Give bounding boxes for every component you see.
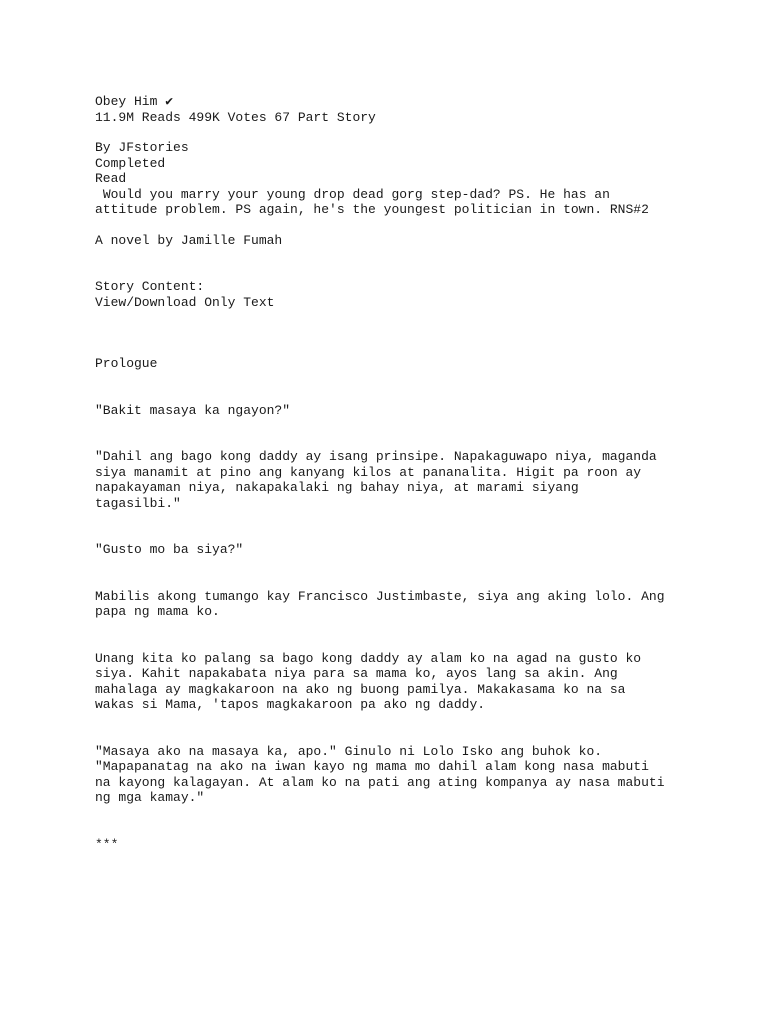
paragraph: "Gusto mo ba siya?" (95, 542, 244, 557)
download-text-link[interactable]: View/Download Only Text (95, 294, 275, 310)
paragraph: "Masaya ako na masaya ka, apo." Ginulo ni Lolo Isko ang buhok ko. "Mapapanatag na ako na iwan kayo ng mama mo dahil alam kong nasa mabuti na kayong kalagayan. At alam ko na pati ang ating kompanya ay nasa mabuti ng mga kamay." (95, 743, 665, 805)
paragraph: "Dahil ang bago kong daddy ay isang prinsipe. Napakaguwapo niya, maganda siya manamit at pino ang kanyang kilos at pananalita. Higit pa roon ay napakayaman niya, nakapakalaki ng bahay niya, at marami siyang tagasilbi." (95, 449, 657, 511)
paragraph: "Bakit masaya ka ngayon?" (95, 402, 291, 418)
story-title: Obey Him ✔ (95, 94, 174, 109)
story-status: Completed (95, 155, 166, 171)
story-author: By JFstories (95, 140, 189, 155)
story-blurb: Would you marry your young drop dead gorg step-dad? PS. He has an attitude problem. PS again, he's the youngest politician in town. RNS#2 (95, 186, 649, 217)
document-page (95, 94, 735, 852)
read-link[interactable]: Read (95, 171, 127, 186)
paragraph: Mabilis akong tumango kay Francisco Justimbaste, siya ang aking lolo. Ang papa ng mama ko. (95, 588, 665, 619)
scene-separator: *** (95, 836, 119, 852)
content-section-label: Story Content: (95, 279, 205, 294)
story-byline: A novel by Jamille Fumah (95, 232, 283, 248)
chapter-heading: Prologue (95, 356, 158, 371)
paragraph: Unang kita ko palang sa bago kong daddy ay alam ko na agad na gusto ko siya. Kahit napakabata niya para sa mama ko, ayos lang sa akin. Ang mahalaga ay magkakaroon na ako ng buong pamilya. Makakasama ko na sa wakas si Mama, 'tapos magkakaroon pa ako ng daddy. (95, 650, 642, 712)
story-stats: 11.9M Reads 499K Votes 67 Part Story (95, 109, 376, 125)
